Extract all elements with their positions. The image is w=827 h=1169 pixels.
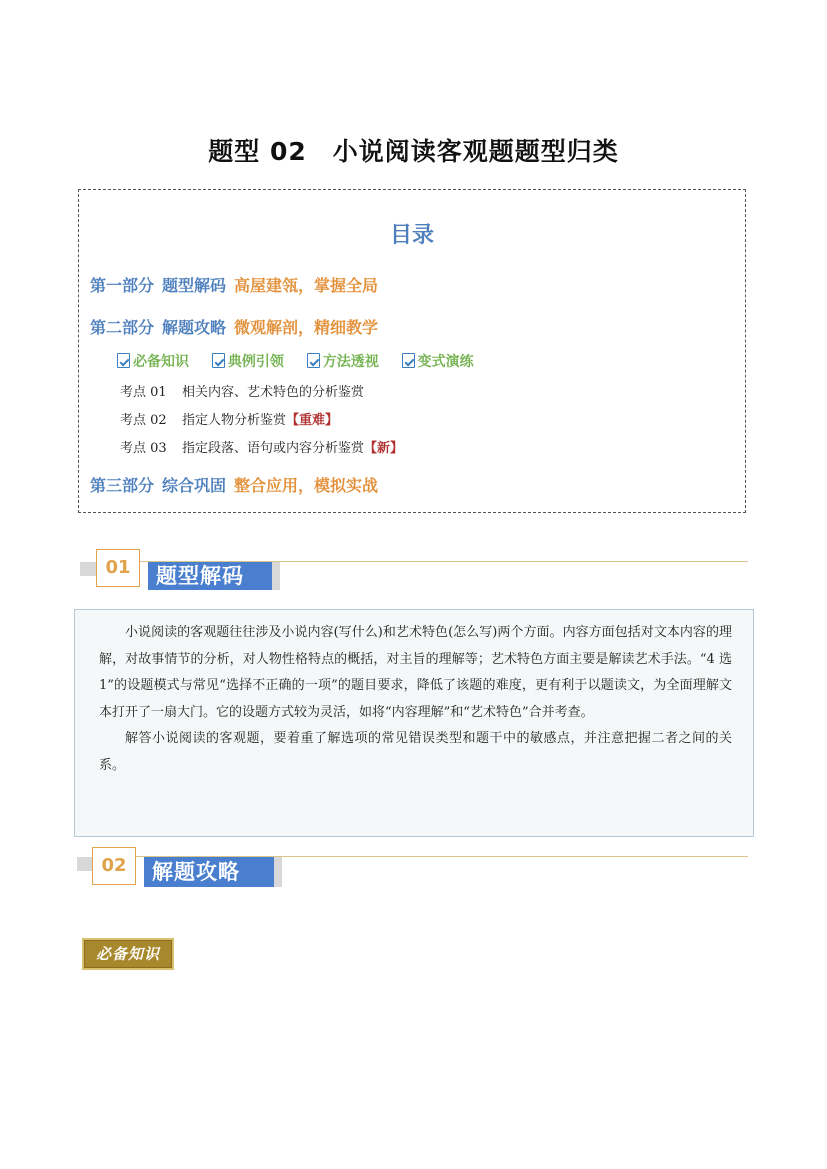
- section-title: 题型解码: [148, 562, 272, 590]
- toc-kaodian-3[interactable]: [120, 437, 403, 456]
- section-title: 解题攻略: [144, 857, 274, 887]
- intro-paragraph: 小说阅读的客观题往往涉及小说内容(写什么)和艺术特色(怎么写)两个方面。内容方面包括对文本内容的理解，对故事情节的分析，对人物性格特点的概括，对主旨的理解等；艺术特色方面主要是解读艺术手法。“4 选 1”的设题模式与常见“选择不正确的一项”的题目要求，降低了该题的难度，更有利于以题读文，为全面理解文本打开了一扇大门。它的设题方式较为灵活，如将“内容理解”和“艺术特色”合并考查。: [99, 625, 732, 720]
- toc-tag-label: 方法透视: [322, 354, 379, 370]
- kaodian-id: 考点 03: [120, 441, 167, 456]
- toc-tags: [117, 351, 492, 371]
- kaodian-text: 相关内容、艺术特色的分析鉴赏: [182, 385, 365, 400]
- toc-tag[interactable]: [402, 351, 474, 371]
- toc-heading: 目录: [389, 223, 434, 248]
- section-decoration: [77, 857, 93, 871]
- toc-kaodian-1[interactable]: [120, 381, 364, 400]
- intro-box: [74, 609, 754, 837]
- toc-part-name: 解题攻略: [162, 318, 227, 337]
- document-check-icon: [402, 353, 415, 368]
- toc-tag-label: 典例引领: [227, 354, 284, 370]
- toc-part-2[interactable]: [90, 315, 378, 338]
- section-number: 02: [92, 847, 136, 885]
- bibei-zhishi-stamp: 必备知识: [82, 938, 174, 970]
- kaodian-id: 考点 02: [120, 413, 167, 428]
- toc-part-slogan: 高屋建瓴，掌握全局: [234, 276, 379, 295]
- toc-part-name: 题型解码: [162, 276, 227, 295]
- kaodian-text: 指定人物分析鉴赏: [182, 413, 287, 428]
- section-decoration: [80, 562, 96, 576]
- kaodian-text: 指定段落、语句或内容分析鉴赏: [182, 441, 365, 456]
- kaodian-id: 考点 01: [120, 385, 167, 400]
- toc-tag[interactable]: [307, 351, 379, 371]
- section-number: 01: [96, 549, 140, 587]
- toc-part-name: 综合巩固: [162, 476, 227, 495]
- toc-part-label: 第三部分: [90, 476, 155, 495]
- toc-tag-label: 变式演练: [417, 354, 474, 370]
- toc-part-3[interactable]: [90, 473, 378, 496]
- page-title: 题型 02 小说阅读客观题题型归类: [208, 137, 619, 166]
- toc-tag-label: 必备知识: [133, 354, 189, 370]
- toc-tag[interactable]: [212, 351, 284, 371]
- toc-kaodian-2[interactable]: [120, 409, 338, 428]
- document-check-icon: [212, 353, 225, 368]
- toc-part-label: 第一部分: [90, 276, 155, 295]
- toc-part-slogan: 微观解剖，精细教学: [234, 318, 379, 337]
- intro-paragraph: 解答小说阅读的客观题，要着重了解选项的常见错误类型和题干中的敏感点，并注意把握二者之间的关系。: [99, 731, 732, 773]
- document-check-icon: [307, 353, 320, 368]
- toc-part-1[interactable]: [90, 273, 378, 296]
- toc-part-label: 第二部分: [90, 318, 155, 337]
- toc-part-slogan: 整合应用，模拟实战: [234, 476, 379, 495]
- kaodian-tag: 【重难】: [286, 413, 339, 428]
- toc-tag[interactable]: [117, 351, 189, 371]
- kaodian-tag: 【新】: [364, 441, 404, 456]
- document-check-icon: [117, 353, 130, 368]
- table-of-contents: [78, 189, 746, 513]
